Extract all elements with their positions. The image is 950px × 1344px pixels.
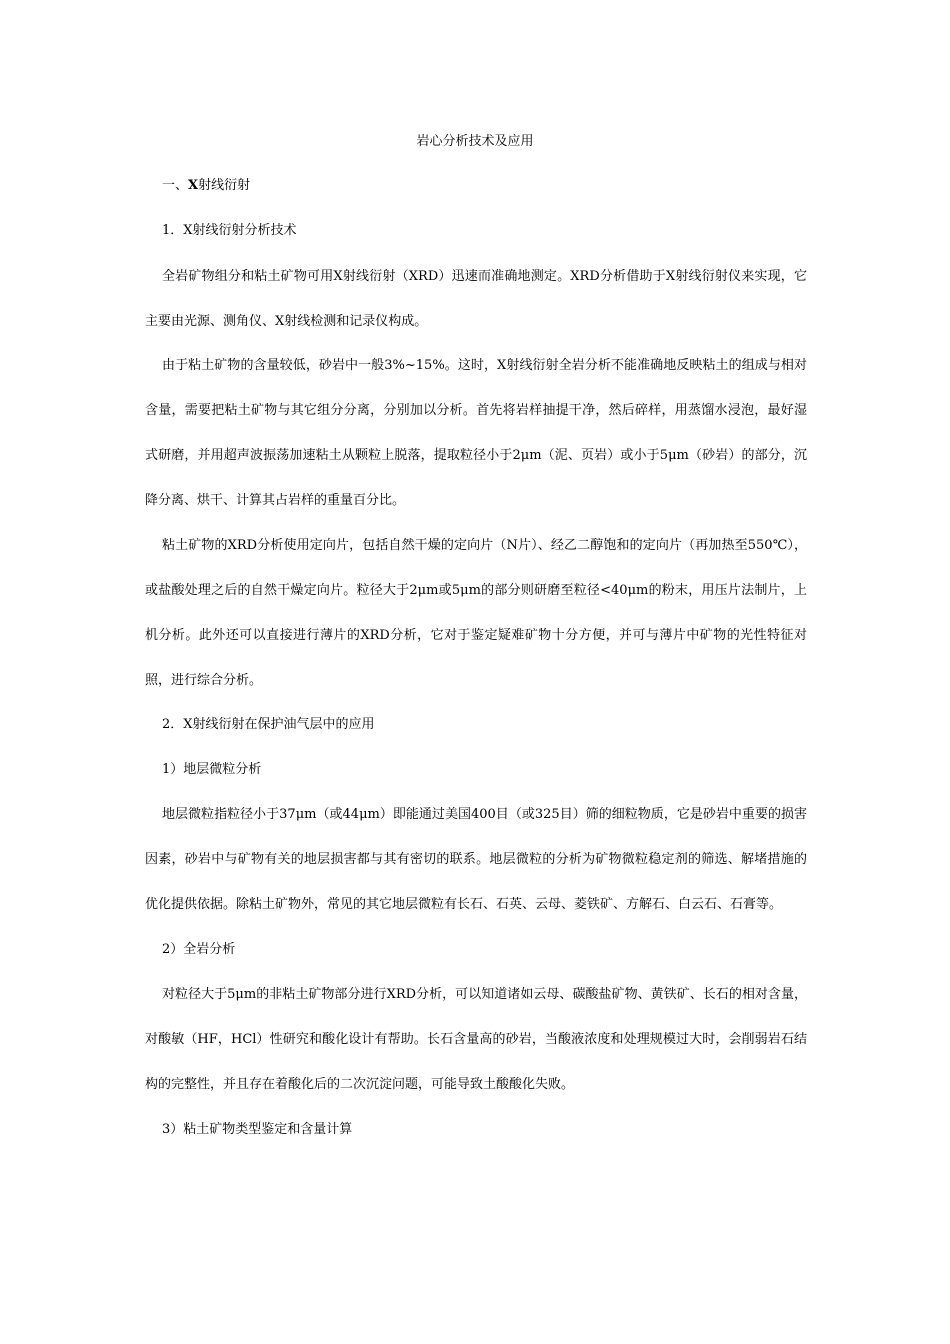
subsection-heading-2: 2．X射线衍射在保护油气层中的应用	[162, 717, 375, 732]
paragraph-3: 粘土矿物的XRD分析使用定向片，包括自然干燥的定向片（N片）、经乙二醇饱和的定向片（再加热至550℃），或盐酸处理之后的自然干燥定向片。粒径大于2μm或5μm的部分则研磨至粒径<40μm的粉末，用压片法制片，上机分析。此外还可以直接进行薄片的XRD分析，它对于鉴定疑难矿物十分方便，并可与薄片中矿物的光性特征对照，进行综合分析。	[145, 538, 807, 688]
item-heading-2: 2）全岩分析	[162, 942, 236, 957]
item-heading-3: 3）粘土矿物类型鉴定和含量计算	[162, 1122, 353, 1137]
section-heading-xrd	[162, 176, 250, 196]
section-title-rest: 射线衍射	[198, 178, 251, 193]
section-number: 一、	[162, 178, 189, 193]
item-heading-1: 1）地层微粒分析	[162, 762, 262, 777]
paragraph-1: 全岩矿物组分和粘土矿物可用X射线衍射（XRD）迅速而准确地测定。XRD分析借助于X射线衍射仪来实现，它主要由光源、测角仪、X射线检测和记录仪构成。	[145, 269, 807, 329]
paragraph-2: 由于粘土矿物的含量较低，砂岩中一般3%~15%。这时，X射线衍射全岩分析不能准确地反映粘土的组成与相对含量，需要把粘土矿物与其它组分分离，分别加以分析。首先将岩样抽提干净，然后碎样，用蒸馏水浸泡，最好湿式研磨，并用超声波振荡加速粘土从颗粒上脱落，提取粒径小于2μm（泥、页岩）或小于5μm（砂岩）的部分，沉降分离、烘干、计算其占岩样的重量百分比。	[145, 358, 807, 508]
subsection-heading-1: 1．X射线衍射分析技术	[162, 223, 297, 238]
paragraph-4: 地层微粒指粒径小于37μm（或44μm）即能通过美国400目（或325目）筛的细粒物质，它是砂岩中重要的损害因素，砂岩中与矿物有关的地层损害都与其有密切的联系。地层微粒的分析为矿物微粒稳定剂的筛选、解堵措施的优化提供依据。除粘土矿物外，常见的其它地层微粒有长石、石英、云母、菱铁矿、方解石、白云石、石膏等。	[145, 807, 807, 912]
document-title: 岩心分析技术及应用	[416, 134, 534, 149]
paragraph-5: 对粒径大于5μm的非粘土矿物部分进行XRD分析，可以知道诸如云母、碳酸盐矿物、黄铁矿、长石的相对含量，对酸敏（HF，HCl）性研究和酸化设计有帮助。长石含量高的砂岩，当酸液浓度和处理规模过大时，会削弱岩石结构的完整性，并且存在着酸化后的二次沉淀问题，可能导致土酸酸化失败。	[145, 987, 807, 1092]
section-bold-x: X	[188, 178, 199, 193]
